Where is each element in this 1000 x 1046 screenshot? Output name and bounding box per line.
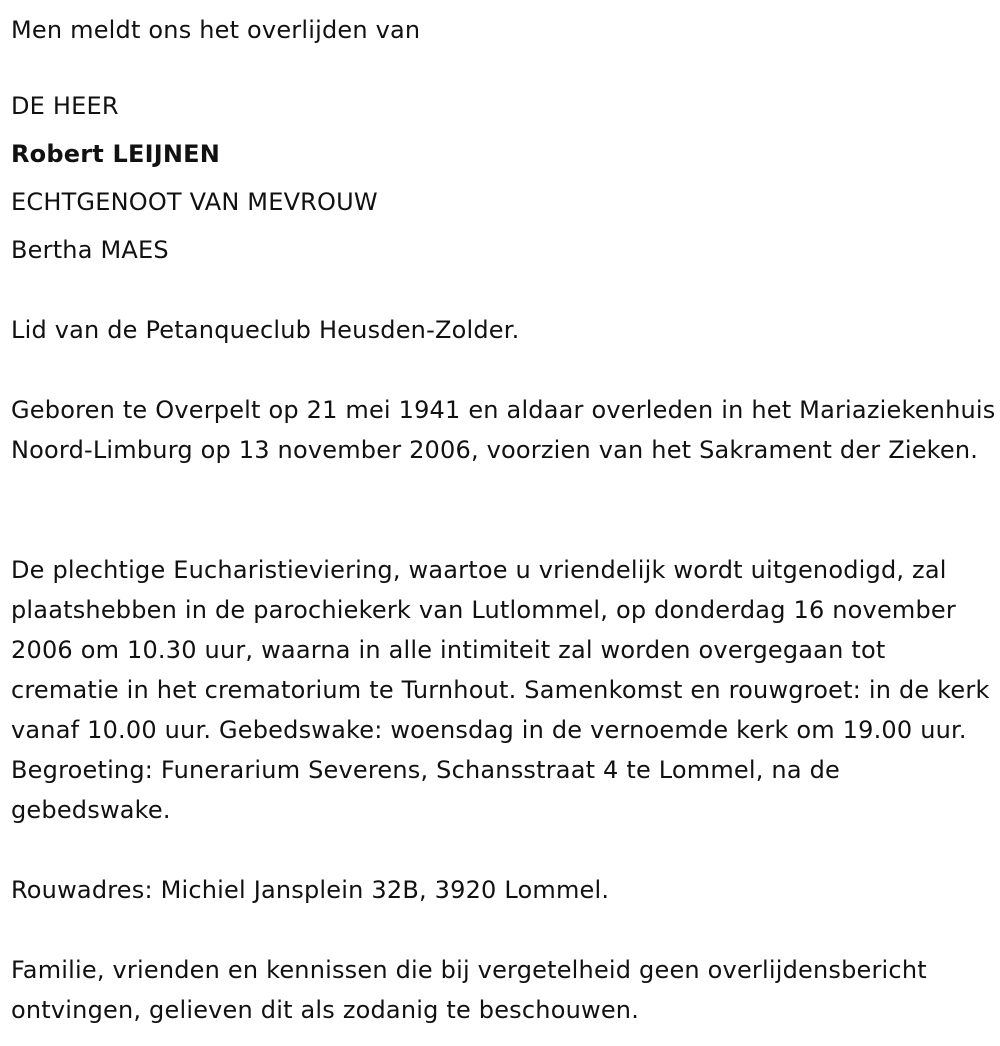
relation-line: ECHTGENOOT VAN MEVROUW xyxy=(11,188,378,216)
title-line: DE HEER xyxy=(11,92,119,120)
ceremony-paragraph: De plechtige Eucharistieviering, waartoe u vriendelijk wordt uitgenodigd, zal plaatshebben in de parochiekerk van Lutlommel, op donderdag 16 november 2006 om 10.30 uur, waarna in alle intimiteit zal worden overgegaan tot crematie in het crematorium te Turnhout. Samenkomst en rouwgroet: in de kerk vanaf 10.00 uur. Gebedswake: woensdag in de vernoemde kerk om 19.00 uur. Begroeting: Funerarium Severens, Schansstraat 4 te Lommel, na de gebedswake. xyxy=(11,556,990,824)
spouse-name: Bertha MAES xyxy=(11,236,169,264)
family-note-paragraph: Familie, vrienden en kennissen die bij vergetelheid geen overlijdensbericht ontvingen, gelieven dit als zodanig te beschouwen. xyxy=(11,956,927,1024)
membership-paragraph: Lid van de Petanqueclub Heusden-Zolder. xyxy=(11,316,520,344)
deceased-block xyxy=(11,82,378,274)
birth-death-paragraph: Geboren te Overpelt op 21 mei 1941 en aldaar overleden in het Mariaziekenhuis Noord-Limburg op 13 november 2006, voorzien van het Sakrament der Zieken. xyxy=(11,396,996,464)
intro-line: Men meldt ons het overlijden van xyxy=(11,16,421,44)
mourning-address: Rouwadres: Michiel Jansplein 32B, 3920 Lommel. xyxy=(11,876,610,904)
deceased-name: Robert LEIJNEN xyxy=(11,140,221,168)
